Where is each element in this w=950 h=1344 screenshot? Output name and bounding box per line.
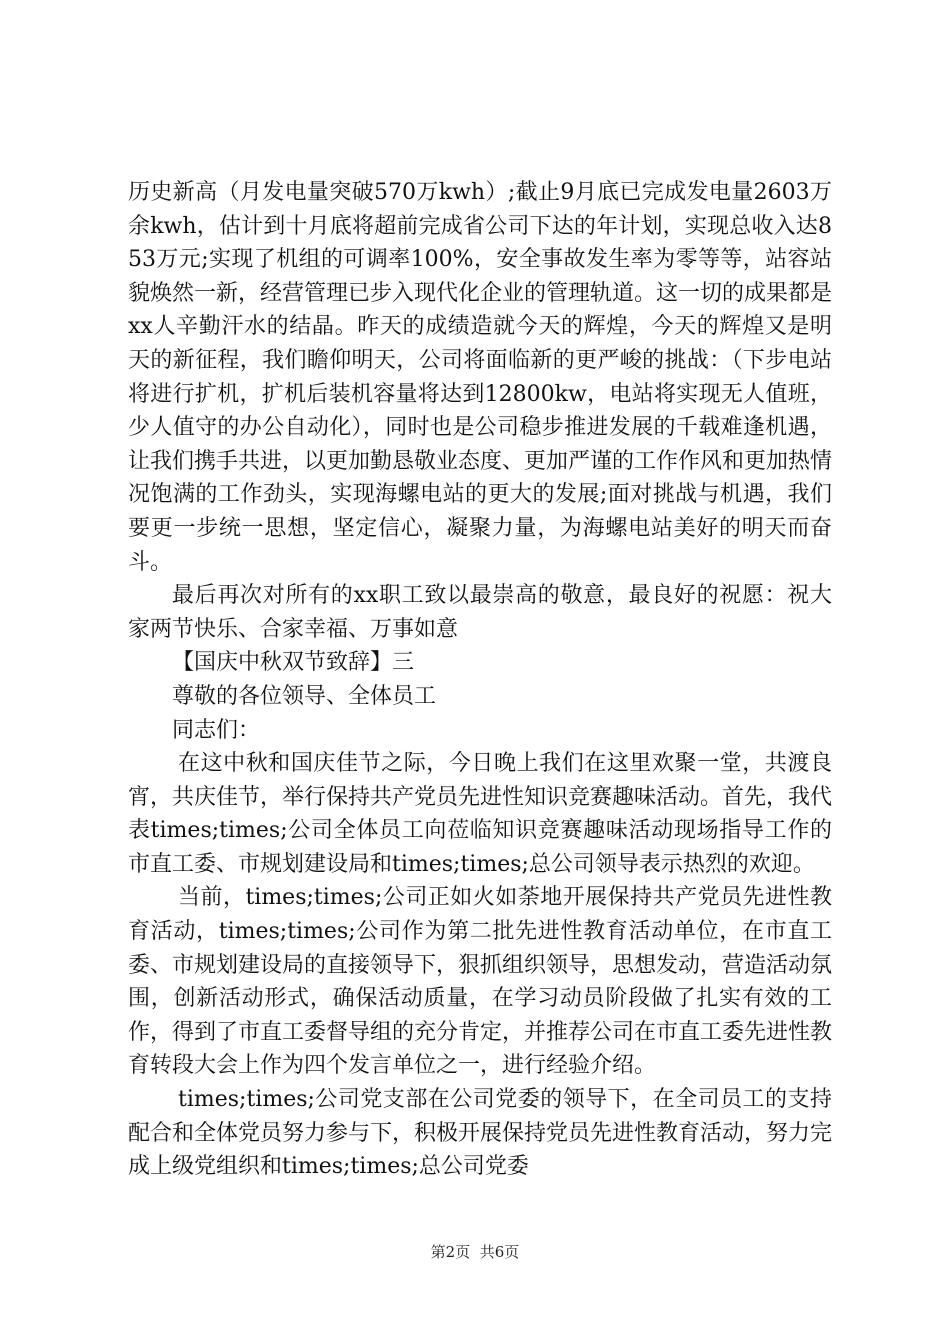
paragraph-3: 在这中秋和国庆佳节之际，今日晚上我们在这里欢聚一堂，共渡良宵，共庆佳节，举行保持共产党员先进性知识竞赛趣味活动。首先，我代表times;times;公司全体员工向莅临知识竞赛趣味活动现场指导工作的市直工委、市规划建设局和times;times;总公司领导表示热烈的欢迎。 <box>128 751 833 877</box>
document-body <box>128 176 832 1184</box>
page-total: 共6页 <box>479 1243 520 1261</box>
paragraph-1: 历史新高（月发电量突破570万kwh）;截止9月底已完成发电量2603万余kwh，估计到十月底将超前完成省公司下达的年计划，实现总收入达853万元;实现了机组的可调率100%，安全事故发生率为零等等，站容站貌焕然一新，经营管理已步入现代化企业的管理轨道。这一切的成果都是xx人辛勤汗水的结晶。昨天的成绩造就今天的辉煌，今天的辉煌又是明天的新征程，我们瞻仰明天，公司将面临新的更严峻的挑战：（下步电站将进行扩机，扩机后装机容量将达到12800kw，电站将实现无人值班，少人值守的办公自动化），同时也是公司稳步推进发展的千载难逢机遇，让我们携手共进，以更加勤恳敬业态度、更加严谨的工作作风和更加热情况饱满的工作劲头，实现海螺电站的更大的发展;面对挑战与机遇，我们要更一步统一思想，坚定信心，凝聚力量，为海螺电站美好的明天而奋斗。 <box>128 180 833 575</box>
section-heading: 【国庆中秋双节致辞】三 <box>172 650 415 676</box>
paragraph-5: times;times;公司党支部在公司党委的领导下，在全司员工的支持配合和全体党员努力参与下，积极开展保持党员先进性教育活动，努力完成上级党组织和times;times;总公司党委 <box>128 1087 833 1180</box>
page-footer <box>0 1242 950 1262</box>
salutation-line: 尊敬的各位领导、全体员工 <box>172 683 437 709</box>
page-number: 第2页 <box>430 1243 471 1261</box>
paragraph-4: 当前，times;times;公司正如火如荼地开展保持共产党员先进性教育活动，times;times;公司作为第二批先进性教育活动单位，在市直工委、市规划建设局的直接领导下，狠抓组织领导，思想发动，营造活动氛围，创新活动形式，确保活动质量，在学习动员阶段做了扎实有效的工作，得到了市直工委督导组的充分肯定，并推荐公司在市直工委先进性教育转段大会上作为四个发言单位之一，进行经验介绍。 <box>128 885 833 1079</box>
paragraph-2: 最后再次对所有的xx职工致以最崇高的敬意，最良好的祝愿：祝大家两节快乐、合家幸福、万事如意 <box>128 583 832 642</box>
salutation-comrades: 同志们： <box>172 717 261 743</box>
